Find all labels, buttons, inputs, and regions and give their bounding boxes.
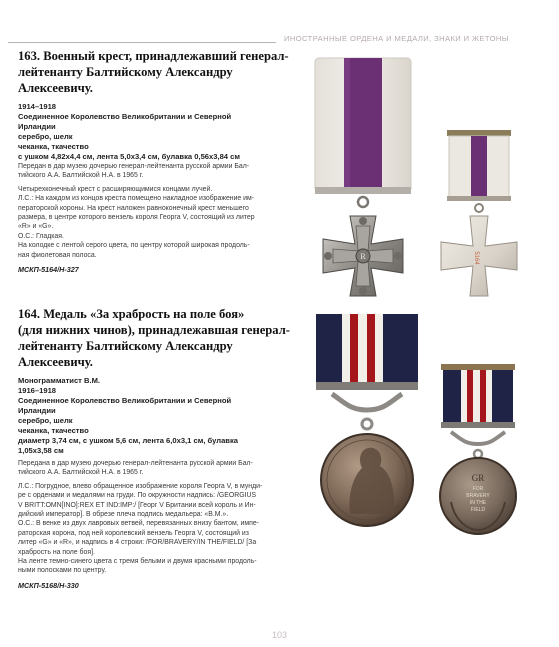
- meta-line: серебро, шелк: [18, 132, 73, 141]
- entry-163: [18, 48, 310, 274]
- desc-line: V BRITT:OMN[INO]:REX ET IND:IMP:/ [Георг V Британии всей король и Ин-: [18, 501, 256, 509]
- meta-line: 1,05х3,58 см: [18, 446, 64, 455]
- provenance-line: Передана в дар музею дочерью генерал-лейтенанта русской армии Бал-: [18, 460, 253, 467]
- header-rule: [8, 42, 276, 43]
- svg-text:FIELD: FIELD: [470, 507, 486, 513]
- provenance-line: тийского А.А. Балтийской Н.А. в 1965 г.: [18, 469, 144, 477]
- desc-line: О.С.: В венке из двух лавровых ветвей, перевязанных внизу бантом, импе-: [18, 520, 259, 528]
- meta-line: Монограмматист В.М.: [18, 376, 101, 385]
- svg-text:IN THE: IN THE: [469, 500, 487, 506]
- title-line: лейтенанту Балтийскому Александру Алексеевичу.: [18, 339, 233, 369]
- svg-text:FOR: FOR: [472, 486, 484, 492]
- meta-line: диаметр 3,74 см, с ушком 5,6 см, лента 6,0х3,1 см, булавка: [18, 436, 238, 445]
- meta-line: серебро, шелк: [18, 416, 73, 425]
- meta-line: 1914–1918: [18, 102, 57, 111]
- page-number: 103: [271, 630, 288, 640]
- entry-164-meta: [18, 376, 310, 456]
- title-line: 164. Медаль «За храбрость на поле боя»: [18, 307, 245, 321]
- desc-line: На колодке с лентой серого цвета, по центру которой широкая продоль-: [18, 242, 250, 250]
- provenance-line: тийского А.А. Балтийской Н.А. в 1965 г.: [18, 172, 144, 180]
- meta-line: Ирландии: [18, 122, 56, 131]
- svg-text:5164: 5164: [473, 251, 479, 265]
- desc-line: ная фиолетовая полоса.: [18, 251, 97, 259]
- desc-line: ными полосками по центру.: [18, 567, 107, 575]
- entry-164-description: [18, 482, 310, 576]
- desc-line: На ленте темно-синего цвета с тремя белыми и двумя красными продоль-: [18, 558, 257, 566]
- title-line: лейтенанту Балтийскому Александру Алексеевичу.: [18, 65, 233, 95]
- entry-163-description: [18, 185, 310, 260]
- entry-164-title: [18, 306, 310, 370]
- meta-line: Соединенное Королевство Великобритании и Северной: [18, 396, 232, 405]
- svg-text:R: R: [360, 252, 366, 261]
- entry-164-provenance: [18, 459, 310, 478]
- entry-163-provenance: [18, 162, 310, 181]
- desc-line: «R» и «G».: [18, 223, 54, 231]
- meta-line: Соединенное Королевство Великобритании и Северной: [18, 112, 232, 121]
- svg-text:BRAVERY: BRAVERY: [466, 493, 490, 499]
- meta-line: 1916–1918: [18, 386, 57, 395]
- desc-line: ре с орденами и медалями на груди. По окружности надпись: /GEORGIUS: [18, 492, 257, 500]
- military-medal-obverse-photo: [310, 310, 424, 536]
- desc-line: ператорской короны. На крест наложен равноконечный крест меньшего: [18, 204, 249, 212]
- desc-line: литер «G» и «R», и надпись в 4 строки: /FOR/BRAVERY/IN THE/FIELD/ [За: [18, 539, 257, 547]
- title-line: 163. Военный крест, принадлежавший генерал-: [18, 49, 289, 63]
- military-cross-obverse-photo: [308, 56, 418, 302]
- running-header: ИНОСТРАННЫЕ ОРДЕНА И МЕДАЛИ, ЗНАКИ И ЖЕТОНЫ: [284, 34, 509, 43]
- desc-line: размера, в центре которого вензель короля Георга V, состоящий из литер: [18, 214, 255, 222]
- meta-line: чеканка, ткачество: [18, 426, 89, 435]
- desc-line: Четырехконечный крест с расширяющимися концами лучей.: [18, 185, 213, 193]
- desc-line: дийский император]. В обрезе плеча подпись медальера: «B.M.».: [18, 511, 229, 519]
- desc-line: храбрость на поле боя].: [18, 548, 95, 556]
- entry-163-title: [18, 48, 310, 96]
- desc-line: Л.С.: На каждом из концов креста помещено накладное изображение им-: [18, 195, 255, 203]
- meta-line: с ушком 4,82х4,4 см, лента 5,0х3,4 см, булавка 0,56х3,84 см: [18, 152, 240, 161]
- military-cross-reverse-photo: [437, 128, 521, 300]
- entry-164-inventory: МСКП-5168/Н-330: [18, 580, 79, 590]
- provenance-line: Передан в дар музею дочерью генерал-лейтенанта русской армии Бал-: [18, 163, 250, 170]
- military-medal-reverse-photo: [435, 362, 521, 538]
- meta-line: чеканка, ткачество: [18, 142, 89, 151]
- desc-line: раторская корона, под ней королевский вензель Георга V, состоящий из: [18, 529, 249, 537]
- svg-text:GR: GR: [471, 473, 485, 483]
- desc-line: О.С.: Гладкая.: [18, 232, 64, 240]
- entry-163-inventory: МСКП-5164/Н-327: [18, 265, 79, 275]
- entry-163-meta: [18, 102, 310, 162]
- meta-line: Ирландии: [18, 406, 56, 415]
- title-line: (для нижних чинов), принадлежавшая генерал-: [18, 323, 290, 337]
- desc-line: Л.С.: Погрудное, влево обращенное изображение короля Георга V, в мунди-: [18, 482, 263, 490]
- entry-164: [18, 306, 310, 590]
